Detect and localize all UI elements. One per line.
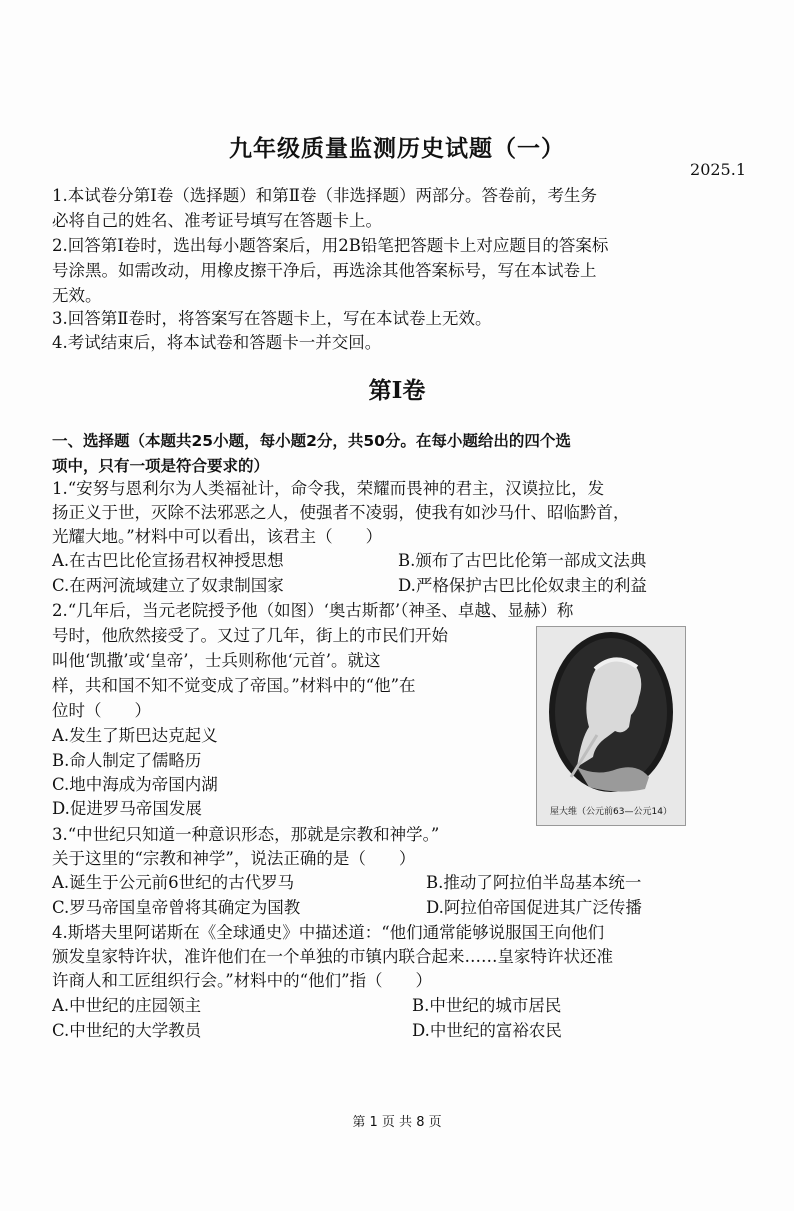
instruction-line: 号涂黑。如需改动，用橡皮擦干净后，再选涂其他答案标号，写在本试卷上 — [52, 261, 597, 280]
q4-option-c: C.中世纪的大学教员 — [52, 1021, 202, 1040]
q3-option-a: A.诞生于公元前6世纪的古代罗马 — [52, 873, 295, 892]
q4-stem-line: 颁发皇家特许状，准许他们在一个单独的市镇内联合起来……皇家特许状还准 — [52, 947, 613, 966]
q3-option-c: C.罗马帝国皇帝曾将其确定为国教 — [52, 898, 301, 917]
instruction-line: 必将自己的姓名、准考证号填写在答题卡上。 — [52, 211, 382, 230]
section-heading: 一、选择题（本题共25小题，每小题2分，共50分。在每小题给出的四个选 — [52, 432, 571, 450]
instruction-line: 4.考试结束后，将本试卷和答题卡一并交回。 — [52, 333, 382, 352]
q2-stem-line: 号时，他欣然接受了。又过了几年，街上的市民们开始 — [52, 626, 448, 645]
q2-option-a: A.发生了斯巴达克起义 — [52, 726, 218, 745]
q2-stem-line: 叫他‘凯撒’或‘皇帝’，士兵则称他‘元首’。就这 — [52, 651, 381, 670]
figure-caption: 屋大维（公元前63—公元14） — [550, 807, 672, 817]
q1-stem-line: 光耀大地。”材料中可以看出，该君主（ ） — [52, 527, 383, 546]
q1-option-c: C.在两河流域建立了奴隶制国家 — [52, 576, 284, 595]
instruction-line: 无效。 — [52, 286, 102, 305]
page-number: 第 1 页 共 8 页 — [352, 1115, 442, 1130]
instruction-line: 3.回答第Ⅱ卷时，将答案写在答题卡上，写在本试卷上无效。 — [52, 309, 492, 328]
q3-option-d: D.阿拉伯帝国促进其广泛传播 — [426, 898, 642, 917]
q3-stem-line: 3.“中世纪只知道一种意识形态，那就是宗教和神学。” — [52, 825, 440, 844]
q4-option-d: D.中世纪的富裕农民 — [412, 1021, 562, 1040]
cameo-portrait-icon — [537, 627, 685, 825]
q1-option-d: D.严格保护古巴比伦奴隶主的利益 — [398, 576, 647, 595]
exam-date: 2025.1 — [690, 160, 746, 179]
instruction-line: 2.回答第Ⅰ卷时，选出每小题答案后，用2B铅笔把答题卡上对应题目的答案标 — [52, 236, 609, 255]
q1-option-b: B.颁布了古巴比伦第一部成文法典 — [398, 551, 647, 570]
octavian-portrait-image — [536, 626, 686, 826]
q2-option-b: B.命人制定了儒略历 — [52, 751, 202, 770]
q3-stem-line: 关于这里的“宗教和神学”，说法正确的是（ ） — [52, 849, 416, 868]
section-title: 第Ⅰ卷 — [368, 377, 426, 404]
q2-option-d: D.促进罗马帝国发展 — [52, 799, 202, 818]
q2-stem-line: 位时（ ） — [52, 701, 151, 720]
section-heading: 项中，只有一项是符合要求的） — [52, 457, 270, 475]
instruction-line: 1.本试卷分第Ⅰ卷（选择题）和第Ⅱ卷（非选择题）两部分。答卷前，考生务 — [52, 186, 597, 205]
q4-option-b: B.中世纪的城市居民 — [412, 996, 562, 1015]
q2-option-c: C.地中海成为帝国内湖 — [52, 775, 218, 794]
q1-stem-line: 扬正义于世，灭除不法邪恶之人，使强者不凌弱，使我有如沙马什、昭临黔首， — [52, 503, 630, 522]
q1-option-a: A.在古巴比伦宣扬君权神授思想 — [52, 551, 284, 570]
q2-stem-line: 2.“几年后，当元老院授予他（如图）‘奥古斯都’（神圣、卓越、显赫）称 — [52, 601, 574, 620]
q4-option-a: A.中世纪的庄园领主 — [52, 996, 202, 1015]
q4-stem-line: 4.斯塔夫里阿诺斯在《全球通史》中描述道：“他们通常能够说服国王向他们 — [52, 923, 605, 942]
q1-stem-line: 1.“安努与恩利尔为人类福祉计，命令我，荣耀而畏神的君主，汉谟拉比，发 — [52, 479, 605, 498]
q4-stem-line: 许商人和工匠组织行会。”材料中的“他们”指（ ） — [52, 971, 433, 990]
exam-title: 九年级质量监测历史试题（一） — [229, 135, 565, 162]
q2-stem-line: 样，共和国不知不觉变成了帝国。”材料中的“他”在 — [52, 676, 416, 695]
q3-option-b: B.推动了阿拉伯半岛基本统一 — [426, 873, 642, 892]
